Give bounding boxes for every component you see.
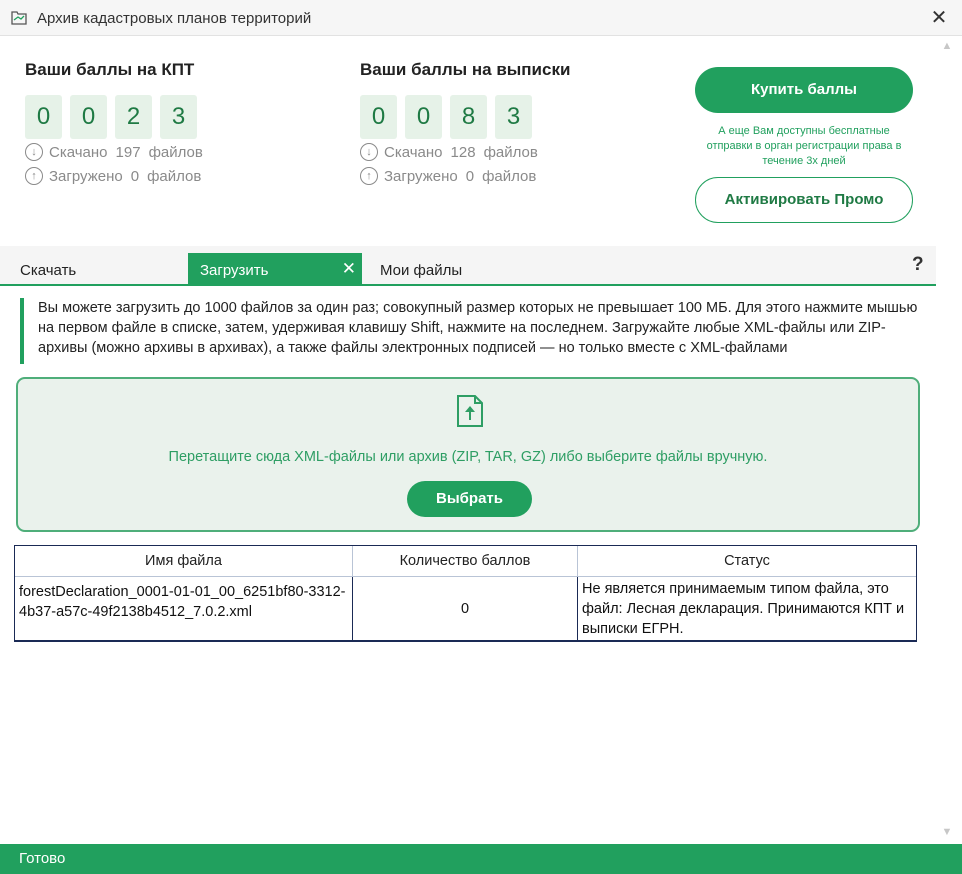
extract-score-panel: [360, 60, 570, 187]
extract-digit: 3: [495, 95, 532, 139]
help-icon[interactable]: ?: [912, 254, 924, 275]
extract-downloaded-unit: файлов: [483, 143, 538, 161]
kpt-digit: 3: [160, 95, 197, 139]
uploaded-files-table: [14, 545, 917, 642]
cell-points: 0: [353, 577, 578, 641]
extract-uploaded-label: Загружено: [384, 167, 458, 185]
activate-promo-button[interactable]: Активировать Промо: [695, 177, 913, 223]
tab-close-icon[interactable]: ✕: [341, 259, 356, 278]
kpt-score-panel: [25, 60, 203, 187]
file-drop-zone[interactable]: [16, 377, 920, 532]
kpt-uploaded-row: [25, 165, 203, 187]
buy-points-button[interactable]: Купить баллы: [695, 67, 913, 113]
column-header-points[interactable]: Количество баллов: [353, 546, 578, 576]
kpt-digit: 0: [25, 95, 62, 139]
extract-uploaded-count: 0: [465, 167, 475, 185]
cell-file-name: forestDeclaration_0001-01-01_00_6251bf80-3312-4b37-a57c-49f2138b4512_7.0.2.xml: [15, 577, 353, 641]
extract-digit: 8: [450, 95, 487, 139]
table-header: [15, 546, 916, 577]
kpt-digit: 0: [70, 95, 107, 139]
extract-digit: 0: [360, 95, 397, 139]
extract-downloaded-count: 128: [450, 143, 476, 161]
scroll-up-arrow-icon[interactable]: ▲: [941, 40, 953, 52]
extract-score-digits: [360, 95, 570, 139]
window-title: Архив кадастровых планов территорий: [37, 10, 312, 27]
extract-uploaded-unit: файлов: [482, 167, 537, 185]
extract-downloaded-label: Скачано: [384, 143, 443, 161]
extract-uploaded-row: [360, 165, 570, 187]
kpt-downloaded-label: Скачано: [49, 143, 108, 161]
upload-arrow-icon: ↑: [25, 167, 43, 185]
tab-upload-label: Загрузить: [200, 262, 269, 279]
title-bar: [0, 0, 962, 36]
upload-arrow-icon: ↑: [360, 167, 378, 185]
choose-files-button[interactable]: Выбрать: [407, 481, 532, 517]
kpt-downloaded-row: [25, 141, 203, 163]
scroll-down-arrow-icon[interactable]: ▼: [941, 826, 953, 838]
extract-score-title: Ваши баллы на выписки: [360, 60, 571, 79]
cell-status: Не является принимаемым типом файла, это файл: Лесная декларация. Принимаются КПТ и выписки ЕГРН.: [582, 581, 905, 637]
column-header-file-name[interactable]: Имя файла: [15, 546, 353, 576]
map-folder-icon: [10, 9, 28, 27]
kpt-downloaded-unit: файлов: [148, 143, 203, 161]
tab-upload[interactable]: [188, 253, 362, 284]
kpt-score-title: Ваши баллы на КПТ: [25, 60, 195, 79]
close-button[interactable]: ✕: [930, 7, 948, 29]
drop-zone-text: Перетащите сюда XML-файлы или архив (ZIP, TAR, GZ) либо выберите файлы вручную.: [168, 449, 768, 465]
kpt-downloaded-count: 197: [115, 143, 141, 161]
tab-my-files[interactable]: Мои файлы: [380, 262, 463, 279]
kpt-uploaded-count: 0: [130, 167, 140, 185]
promo-note: А еще Вам доступны бесплатные отправки в орган регистрации права в течение 3х дней: [706, 125, 902, 167]
status-bar: Готово: [0, 844, 962, 874]
extract-downloaded-row: [360, 141, 570, 163]
download-arrow-icon: ↓: [25, 143, 43, 161]
download-arrow-icon: ↓: [360, 143, 378, 161]
kpt-digit: 2: [115, 95, 152, 139]
upload-info-text: Вы можете загрузить до 1000 файлов за один раз; совокупный размер которых не превышает 100 МБ. Для этого нажмите мышью на первом файле в списке, затем, удерживая клавишу Shift, нажмите на последнем. Загружайте любые XML-файлы или ZIP-архивы (можно архивы в архивах), а также файлы электронных подписей — но только вместе с XML-файлами: [20, 298, 920, 364]
kpt-score-digits: [25, 95, 203, 139]
kpt-uploaded-unit: файлов: [147, 167, 202, 185]
file-upload-icon: [455, 394, 485, 428]
column-header-status[interactable]: Статус: [724, 553, 770, 569]
extract-digit: 0: [405, 95, 442, 139]
tab-bar: [0, 246, 936, 286]
table-row[interactable]: [15, 577, 916, 641]
tab-download[interactable]: Скачать: [20, 262, 77, 279]
kpt-uploaded-label: Загружено: [49, 167, 123, 185]
